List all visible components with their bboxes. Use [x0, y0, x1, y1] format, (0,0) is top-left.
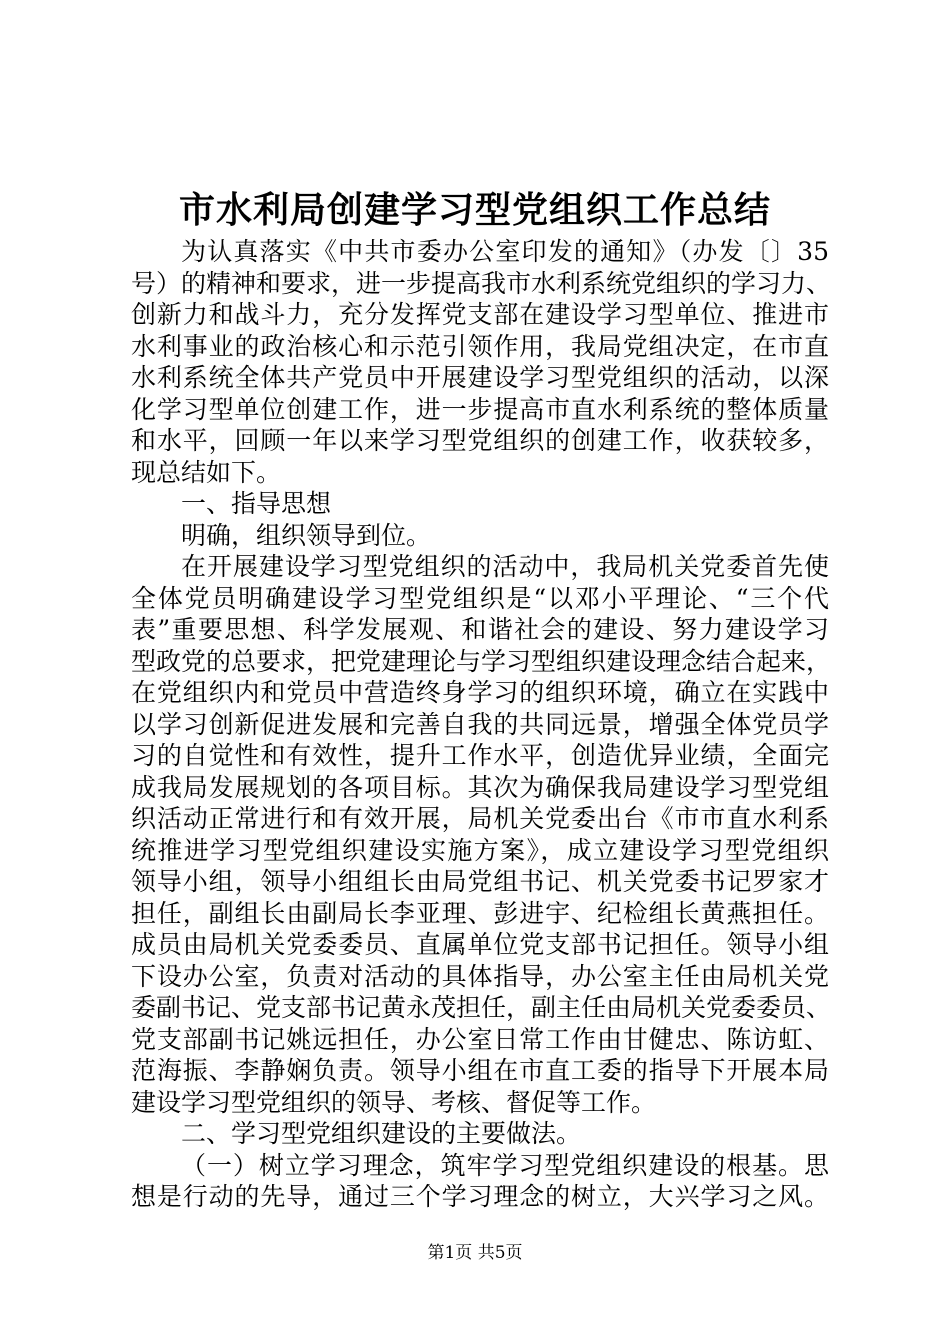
paragraph-line: 在开展建设学习型党组织的活动中，我局机关党委首先使	[181, 552, 829, 581]
paragraph-line: 现总结如下。	[131, 457, 282, 487]
paragraph-line: 担任，副组长由副局长李亚理、彭进宇、纪检组长黄燕担任。	[131, 898, 829, 928]
subsection-heading: 明确，组织领导到位。	[181, 520, 432, 550]
paragraph-line: 为认真落实《中共市委办公室印发的通知》（办发〔〕35	[181, 237, 829, 266]
section-heading: 一、指导思想	[181, 489, 332, 518]
paragraph-line: 下设办公室，负责对活动的具体指导，办公室主任由局机关党	[131, 961, 829, 991]
paragraph-line: （一）树立学习理念，筑牢学习型党组织建设的根基。思	[181, 1150, 829, 1180]
paragraph-line: 成我局发展规划的各项目标。其次为确保我局建设学习型党组	[131, 772, 829, 802]
paragraph-line: 表”重要思想、科学发展观、和谐社会的建设、努力建设学习	[131, 615, 829, 644]
section-heading: 二、学习型党组织建设的主要做法。	[181, 1119, 582, 1148]
paragraph-line: 成员由局机关党委委员、直属单位党支部书记担任。领导小组	[131, 930, 829, 959]
paragraph-line: 水利事业的政治核心和示范引领作用，我局党组决定，在市直	[131, 331, 829, 361]
page-number: 第1页 共5页	[427, 1243, 523, 1263]
paragraph-line: 在党组织内和党员中营造终身学习的组织环境，确立在实践中	[131, 678, 829, 707]
paragraph-line: 型政党的总要求，把党建理论与学习型组织建设理念结合起来，	[131, 646, 832, 676]
document-body	[131, 236, 832, 1213]
paragraph-line: 创新力和战斗力，充分发挥党支部在建设学习型单位、推进市	[131, 300, 829, 329]
paragraph-line: 想是行动的先导，通过三个学习理念的树立，大兴学习之风。	[131, 1182, 829, 1211]
paragraph-line: 和水平，回顾一年以来学习型党组织的创建工作，收获较多，	[131, 426, 829, 455]
paragraph-line: 范海振、李静娴负责。领导小组在市直工委的指导下开展本局	[131, 1056, 829, 1085]
document-title: 市水利局创建学习型党组织工作总结	[178, 189, 771, 231]
paragraph-line: 建设学习型党组织的领导、考核、督促等工作。	[131, 1087, 657, 1117]
paragraph-line: 领导小组，领导小组组长由局党组书记、机关党委书记罗家才	[131, 867, 829, 896]
paragraph-line: 化学习型单位创建工作，进一步提高市直水利系统的整体质量	[131, 394, 829, 424]
paragraph-line: 习的自觉性和有效性，提升工作水平，创造优异业绩，全面完	[131, 741, 829, 770]
paragraph-line: 以学习创新促进发展和完善自我的共同远景，增强全体党员学	[131, 709, 829, 739]
paragraph-line: 委副书记、党支部书记黄永茂担任，副主任由局机关党委委员、	[131, 993, 832, 1022]
paragraph-line: 水利系统全体共产党员中开展建设学习型党组织的活动，以深	[131, 363, 829, 392]
paragraph-line: 统推进学习型党组织建设实施方案》，成立建设学习型党组织	[131, 835, 829, 865]
paragraph-line: 全体党员明确建设学习型党组织是“以邓小平理论、“三个代	[131, 583, 829, 613]
paragraph-line: 号）的精神和要求，进一步提高我市水利系统党组织的学习力、	[131, 268, 832, 298]
paragraph-line: 织活动正常进行和有效开展，局机关党委出台《市市直水利系	[131, 804, 829, 833]
paragraph-line: 党支部副书记姚远担任，办公室日常工作由甘健忠、陈访虹、	[131, 1024, 829, 1054]
